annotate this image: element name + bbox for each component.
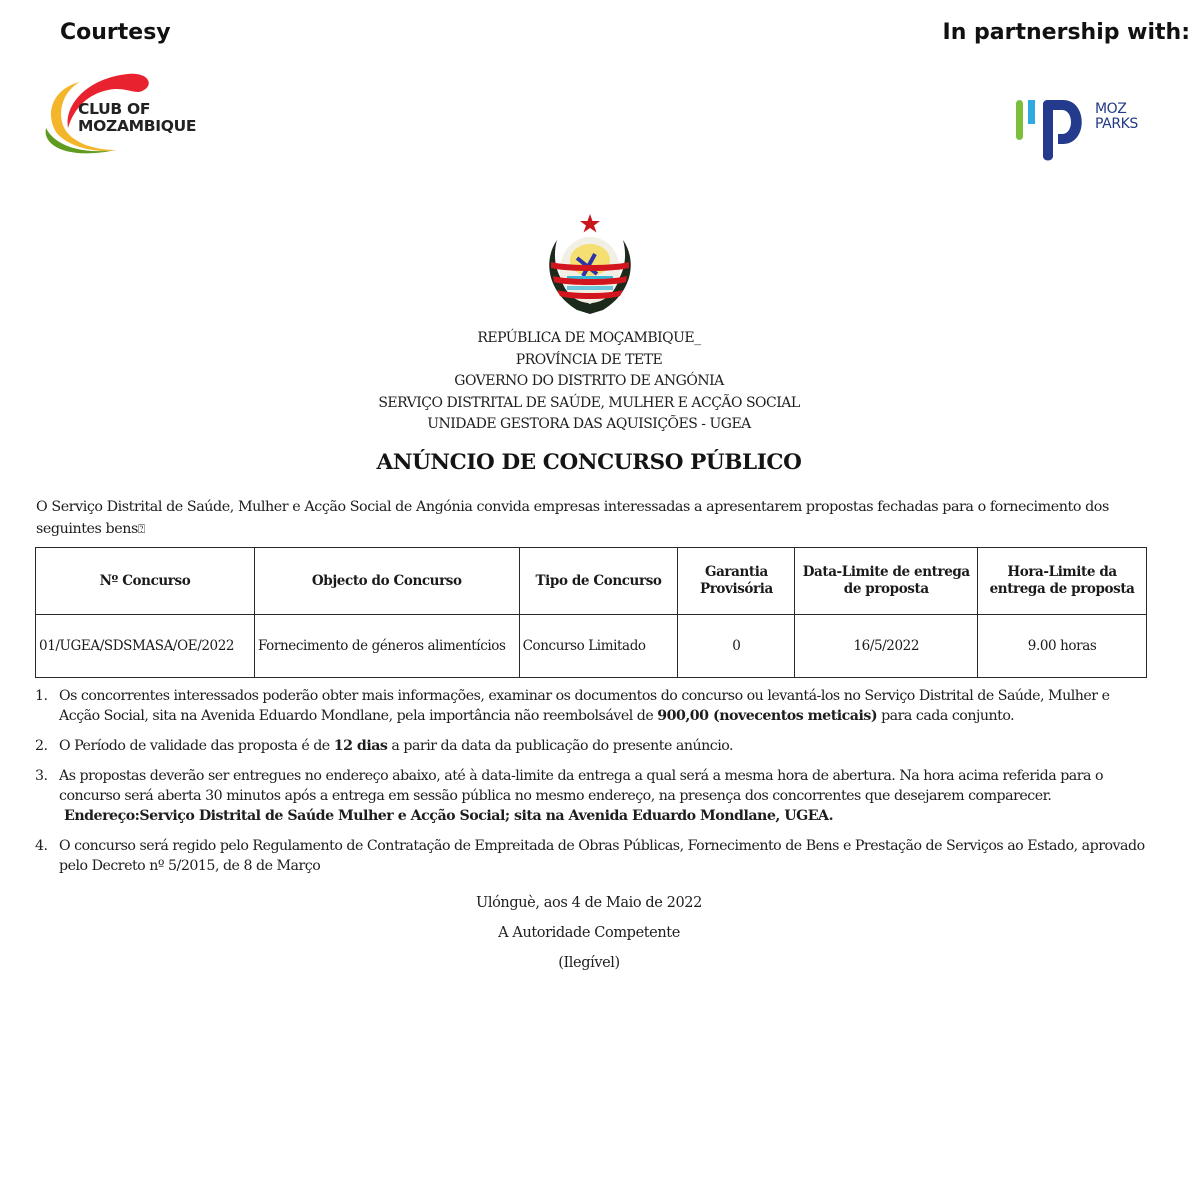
list-item-text-end: para cada conjunto. [877,708,1015,724]
mozparks-mark-icon [1012,96,1092,166]
list-item-number: 2. [35,738,48,754]
unknown-glyph: ⍰ [137,522,145,536]
table-cell-deadline-time: 9.00 horas [978,615,1147,678]
letterhead-line-service: SERVIÇO DISTRITAL DE SAÚDE, MULHER E ACÇÃO SOCIAL [378,394,800,411]
table-row [36,615,1147,678]
signature-note: (Ilegível) [558,955,620,971]
column-header: Garantia Provisória [678,548,795,615]
table-cell-guarantee: 0 [678,615,795,678]
table-cell-deadline-date: 16/5/2022 [795,615,978,678]
table-cell-object: Fornecimento de géneros alimentícios [254,615,519,678]
list-item-text: O concurso será regido pelo Regulamento de Contratação de Empreitada de Obras Públicas, Fornecimento de Bens e Prestação de Serviços ao Estado, aprovado pelo Decreto nº 5/2015, de 8 de Março [59,838,1145,874]
list-item-number: 1. [35,688,48,704]
letterhead [0,328,1178,436]
authority-label: A Autoridade Competente [498,925,680,941]
mozambique-coat-of-arms-icon [537,210,643,318]
column-header: Tipo de Concurso [519,548,678,615]
column-header: Data-Limite de entrega de proposta [795,548,978,615]
list-item-text-end: a parir da data da publicação do presente anúncio. [387,738,734,754]
column-header: Hora-Limite da entrega de proposta [978,548,1147,615]
list-item-bold: 900,00 (novecentos meticais) [657,708,878,724]
intro-text: O Serviço Distrital de Saúde, Mulher e Acção Social de Angónia convida empresas interessadas a apresentarem propostas fechadas para o fornecimento dos seguintes bens [36,499,1109,537]
letterhead-line-province: PROVÍNCIA DE TETE [515,351,663,368]
letterhead-line-government: GOVERNO DO DISTRITO DE ANGÓNIA [454,373,724,389]
list-item-text: O Período de validade das proposta é de [59,738,334,754]
letterhead-line-republic: REPÚBLICA DE MOÇAMBIQUE_ [477,330,701,346]
place-and-date: Ulónguè, aos 4 de Maio de 2022 [476,895,702,911]
club-of-mozambique-logo [38,70,218,160]
club-logo-line1: CLUB OF [78,100,151,118]
tender-table [35,547,1147,678]
table-header-row [36,548,1147,615]
coat-of-arms-emblem [537,210,643,318]
mozparks-logo-line1: MOZ [1095,101,1127,117]
list-item [35,766,1150,826]
list-item [35,836,1150,876]
conditions-list [35,686,1150,886]
letterhead-line-ugea: UNIDADE GESTORA DAS AQUISIÇÕES - UGEA [427,416,751,432]
list-item-bold: 12 dias [333,738,388,754]
list-item-text: Os concorrentes interessados poderão obter mais informações, examinar os documentos do concurso ou levantá-los no Serviço Distrital de Saúde, Mulher e Acção Social, sita na Avenida Eduardo Mondlane, pela importância não reembolsável de [59,688,1110,724]
courtesy-label: Courtesy [60,20,171,45]
mozparks-logo-line2: PARKS [1095,116,1138,132]
closing-block [0,888,1178,978]
intro-paragraph [36,496,1156,540]
partnership-label: In partnership with: [942,20,1190,45]
list-item-number: 4. [35,838,48,854]
list-item [35,686,1150,726]
mozparks-logo [1012,96,1162,166]
list-item-text: As propostas deverão ser entregues no endereço abaixo, até à data-limite da entrega a qual será a mesma hora de abertura. Na hora acima referida para o concurso será aberta 30 minutos após a entrega em sessão pública no mesmo endereço, na presença dos concorrentes que desejarem comparecer. [59,768,1104,804]
document-title: ANÚNCIO DE CONCURSO PÚBLICO [376,450,802,475]
list-item-number: 3. [35,768,48,784]
table-cell-tender-number: 01/UGEA/SDSMASA/OE/2022 [36,615,255,678]
delivery-address: Endereço:Serviço Distrital de Saúde Mulher e Acção Social; sita na Avenida Eduardo Mondlane, UGEA. [64,808,834,824]
column-header: Nº Concurso [36,548,255,615]
column-header: Objecto do Concurso [254,548,519,615]
club-logo-line2: MOZAMBIQUE [78,117,197,135]
table-cell-type: Concurso Limitado [519,615,678,678]
list-item [35,736,1150,756]
